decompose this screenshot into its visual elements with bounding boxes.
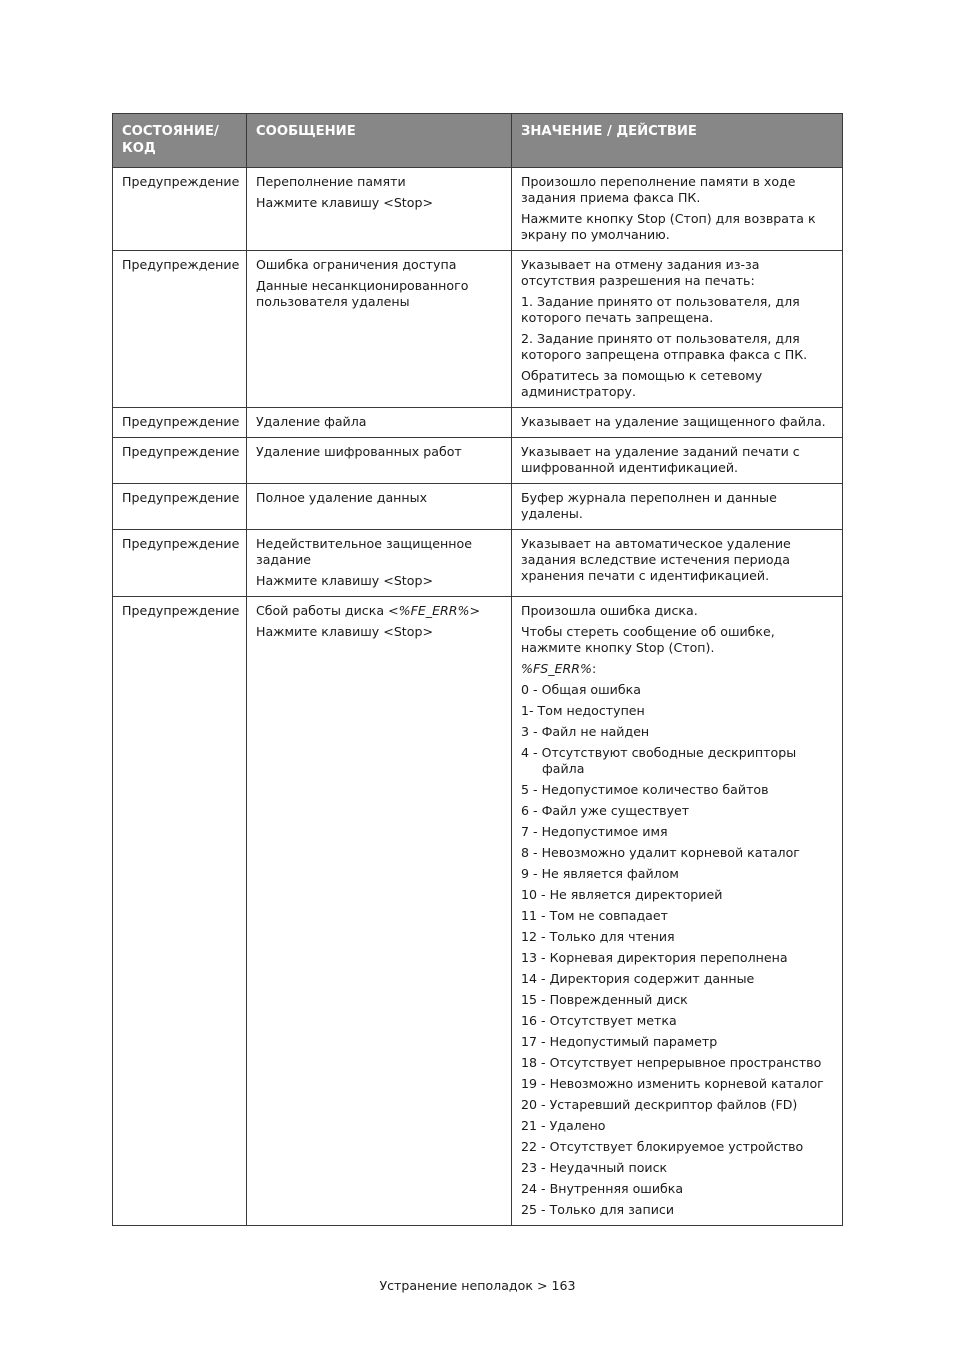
error-code-item: 4 - Отсутствуют свободные дескрипторы файла [521, 745, 797, 776]
status-cell: Предупреждение [113, 408, 247, 438]
meaning-line: Указывает на удаление заданий печати с шифрованной идентификацией. [521, 444, 800, 475]
meaning-cell [512, 438, 843, 484]
error-code-item: 15 - Поврежденный диск [521, 992, 688, 1007]
error-code-item: 12 - Только для чтения [521, 929, 675, 944]
meaning-line: Обратитесь за помощью к сетевому администратору. [521, 368, 763, 399]
header-message: СООБЩЕНИЕ [247, 114, 512, 168]
meaning-line: Чтобы стереть сообщение об ошибке, нажмите кнопку Stop (Стоп). [521, 624, 775, 655]
message-line: Недействительное защищенное задание [256, 536, 472, 567]
status-cell: Предупреждение [113, 251, 247, 408]
message-line: Нажмите клавишу <Stop> [256, 624, 434, 639]
fs-err-colon: : [591, 661, 597, 676]
error-code-item: 16 - Отсутствует метка [521, 1013, 677, 1028]
status-cell: Предупреждение [113, 168, 247, 251]
error-code-item: 0 - Общая ошибка [521, 682, 641, 697]
error-code-item: 18 - Отсутствует непрерывное пространство [521, 1055, 822, 1070]
message-line: Нажмите клавишу <Stop> [256, 195, 434, 210]
table-body [113, 168, 843, 1226]
meaning-line: Указывает на отмену задания из-за отсутствия разрешения на печать: [521, 257, 760, 288]
error-code-item: 24 - Внутренняя ошибка [521, 1181, 684, 1196]
header-meaning: ЗНАЧЕНИЕ / ДЕЙСТВИЕ [512, 114, 843, 168]
status-cell: Предупреждение [113, 484, 247, 530]
meaning-line: Указывает на автоматическое удаление задания вследствие истечения периода хранения печати с идентификацией. [521, 536, 791, 583]
message-line: Полное удаление данных [256, 490, 428, 505]
table-row [113, 408, 843, 438]
error-code-item: 14 - Директория содержит данные [521, 971, 755, 986]
message-text: Сбой работы диска [256, 603, 389, 618]
table-row [113, 484, 843, 530]
meaning-cell [512, 597, 843, 1226]
error-code-item: 5 - Недопустимое количество байтов [521, 782, 769, 797]
meaning-line: Нажмите кнопку Stop (Стоп) для возврата к экрану по умолчанию. [521, 211, 816, 242]
status-cell: Предупреждение [113, 530, 247, 597]
error-code-item: 25 - Только для записи [521, 1202, 675, 1217]
page-footer: Устранение неполадок > 163 [379, 1278, 576, 1293]
error-code-item: 22 - Отсутствует блокируемое устройство [521, 1139, 804, 1154]
message-line: Нажмите клавишу <Stop> [256, 573, 434, 588]
meaning-cell [512, 251, 843, 408]
error-code-item: 13 - Корневая директория переполнена [521, 950, 788, 965]
error-messages-table [112, 113, 843, 1226]
status-cell: Предупреждение [113, 597, 247, 1226]
error-code-label [521, 661, 834, 677]
error-code-item: 9 - Не является файлом [521, 866, 679, 881]
meaning-line: 1. Задание принято от пользователя, для которого печать запрещена. [521, 294, 800, 325]
meaning-line: Указывает на удаление защищенного файла. [521, 414, 826, 429]
error-code-item: 10 - Не является директорией [521, 887, 723, 902]
message-cell [247, 597, 512, 1226]
message-line [256, 603, 503, 619]
error-code-item: 6 - Файл уже существует [521, 803, 690, 818]
error-code-item: 1- Том недоступен [521, 703, 645, 718]
status-cell: Предупреждение [113, 438, 247, 484]
message-cell [247, 484, 512, 530]
error-code-item: 3 - Файл не найден [521, 724, 650, 739]
message-cell [247, 438, 512, 484]
meaning-line: Произошло переполнение памяти в ходе задания приема факса ПК. [521, 174, 796, 205]
message-line: Удаление шифрованных работ [256, 444, 462, 459]
meaning-line: Произошла ошибка диска. [521, 603, 698, 618]
table-row-disk-error [113, 597, 843, 1226]
error-code-item: 7 - Недопустимое имя [521, 824, 668, 839]
message-line: Ошибка ограничения доступа [256, 257, 457, 272]
meaning-cell [512, 484, 843, 530]
table-row [113, 438, 843, 484]
meaning-line: 2. Задание принято от пользователя, для которого запрещена отправка факса с ПК. [521, 331, 808, 362]
meaning-line: Буфер журнала переполнен и данные удалены. [521, 490, 777, 521]
table-row [113, 530, 843, 597]
error-code-item: 8 - Невозможно удалит корневой каталог [521, 845, 800, 860]
table-row [113, 251, 843, 408]
fs-err-code: %FS_ERR% [521, 661, 592, 676]
error-code-item: 21 - Удалено [521, 1118, 606, 1133]
message-cell [247, 251, 512, 408]
table-header-row [113, 114, 843, 168]
error-code-item: 19 - Невозможно изменить корневой каталог [521, 1076, 824, 1091]
message-cell [247, 408, 512, 438]
meaning-cell [512, 168, 843, 251]
error-code-item: 17 - Недопустимый параметр [521, 1034, 718, 1049]
error-code-item: 20 - Устаревший дескриптор файлов (FD) [521, 1097, 798, 1112]
meaning-cell [512, 530, 843, 597]
message-line: Переполнение памяти [256, 174, 406, 189]
meaning-cell [512, 408, 843, 438]
error-code-item: 11 - Том не совпадает [521, 908, 668, 923]
message-cell [247, 530, 512, 597]
message-cell [247, 168, 512, 251]
message-line: Данные несанкционированного пользователя удалены [256, 278, 469, 309]
error-code-item: 23 - Неудачный поиск [521, 1160, 668, 1175]
table-row [113, 168, 843, 251]
header-status: СОСТОЯНИЕ/ КОД [113, 114, 247, 168]
message-line: Удаление файла [256, 414, 367, 429]
error-code-placeholder: <%FE_ERR%> [388, 603, 481, 618]
